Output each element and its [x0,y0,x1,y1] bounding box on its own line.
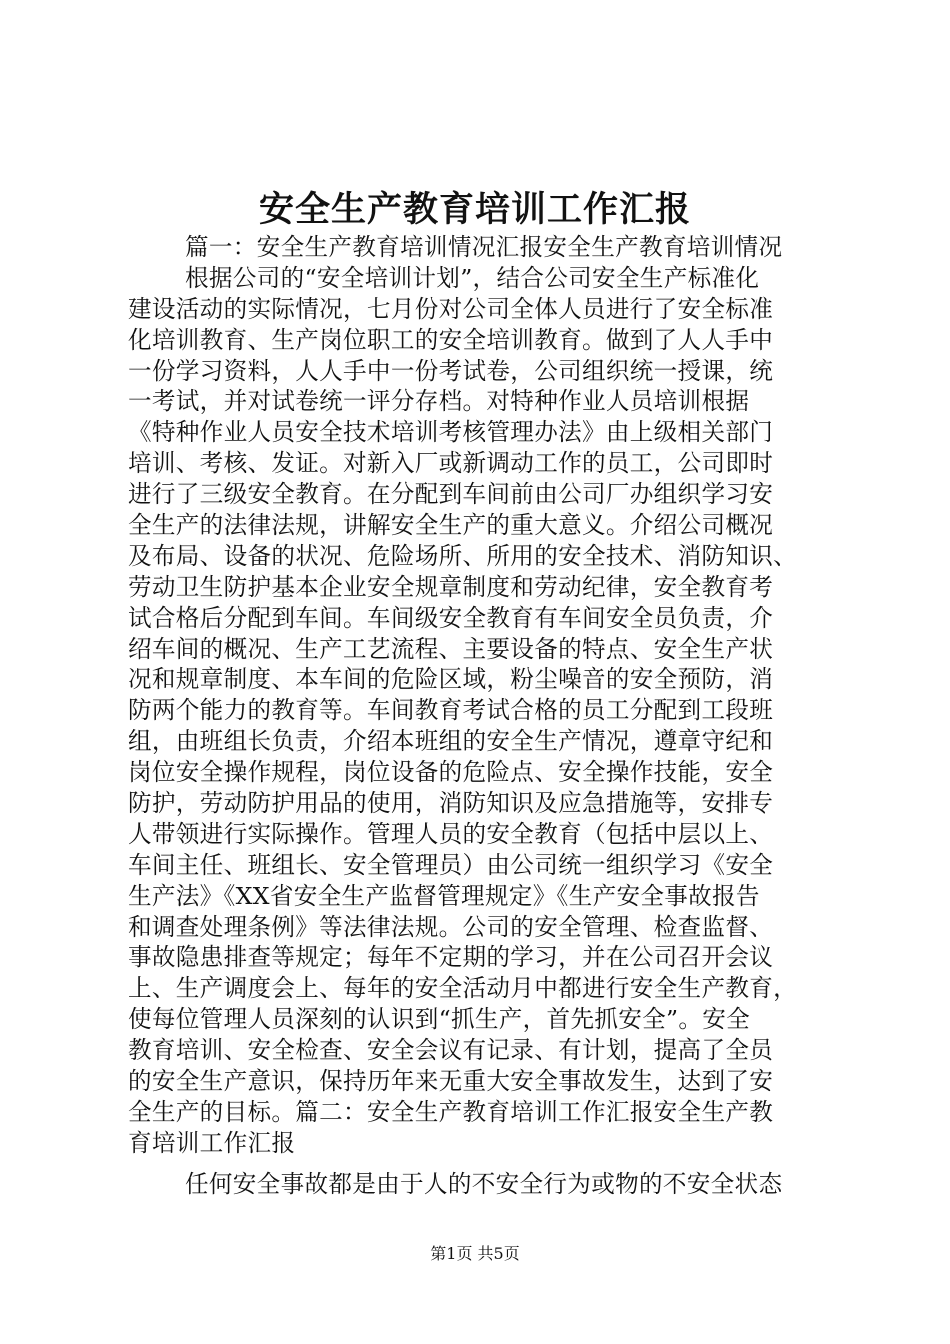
body-line: 岗位安全操作规程，岗位设备的危险点、安全操作技能，安全 [128,758,774,787]
document-title: 安全生产教育培训工作汇报 [258,189,691,230]
body-line: 及布局、设备的状况、危险场所、所用的安全技术、消防知识、 [128,541,798,570]
body-line: 全生产的目标。篇二：安全生产教育培训工作汇报安全生产教 [128,1097,774,1126]
body-line: 《特种作业人员安全技术培训考核管理办法》由上级相关部门 [128,418,774,447]
body-line: 任何安全事故都是由于人的不安全行为或物的不安全状态 [185,1169,783,1198]
page-footer: 第1页 共5页 [430,1244,520,1263]
body-line: 劳动卫生防护基本企业安全规章制度和劳动纪律，安全教育考 [128,572,774,601]
body-line: 使每位管理人员深刻的认识到“抓生产，首先抓安全”。安全 [128,1005,751,1034]
body-line: 防两个能力的教育等。车间教育考试合格的员工分配到工段班 [128,696,774,725]
body-line: 一考试，并对试卷统一评分存档。对特种作业人员培训根据 [128,387,750,416]
body-line: 教育培训、安全检查、安全会议有记录、有计划，提高了全员 [128,1036,774,1065]
body-line: 防护，劳动防护用品的使用，消防知识及应急措施等，安排专 [128,789,774,818]
body-line: 建设活动的实际情况，七月份对公司全体人员进行了安全标准 [128,294,774,323]
body-line: 全生产的法律法规，讲解安全生产的重大意义。介绍公司概况 [128,511,774,540]
body-line: 试合格后分配到车间。车间级安全教育有车间安全员负责，介 [128,603,774,632]
body-line: 上、生产调度会上、每年的安全活动月中都进行安全生产教育， [128,974,798,1003]
body-line: 事故隐患排查等规定；每年不定期的学习，并在公司召开会议 [128,943,774,972]
body-line: 况和规章制度、本车间的危险区域，粉尘噪音的安全预防，消 [128,665,774,694]
body-line: 培训、考核、发证。对新入厂或新调动工作的员工，公司即时 [128,449,774,478]
body-line: 车间主任、班组长、安全管理员）由公司统一组织学习《安全 [128,850,774,879]
document-body [128,232,840,1200]
body-line: 根据公司的“安全培训计划”，结合公司安全生产标准化 [185,263,760,292]
body-line: 进行了三级安全教育。在分配到车间前由公司厂办组织学习安 [128,480,774,509]
body-line: 组，由班组长负责，介绍本班组的安全生产情况，遵章守纪和 [128,727,774,756]
body-line: 绍车间的概况、生产工艺流程、主要设备的特点、安全生产状 [128,634,774,663]
body-line: 育培训工作汇报 [128,1128,296,1157]
body-line: 生产法》《XX省安全生产监督管理规定》《生产安全事故报告 [128,881,760,910]
body-line: 化培训教育、生产岗位职工的安全培训教育。做到了人人手中 [128,325,774,354]
body-line: 人带领进行实际操作。管理人员的安全教育（包括中层以上、 [128,819,774,848]
body-line: 的安全生产意识，保持历年来无重大安全事故发生，达到了安 [128,1067,774,1096]
body-line: 和调查处理条例》等法律法规。公司的安全管理、检查监督、 [128,912,774,941]
body-line: 篇一：安全生产教育培训情况汇报安全生产教育培训情况 [185,233,783,261]
body-line: 一份学习资料，人人手中一份考试卷，公司组织统一授课，统 [128,356,774,385]
